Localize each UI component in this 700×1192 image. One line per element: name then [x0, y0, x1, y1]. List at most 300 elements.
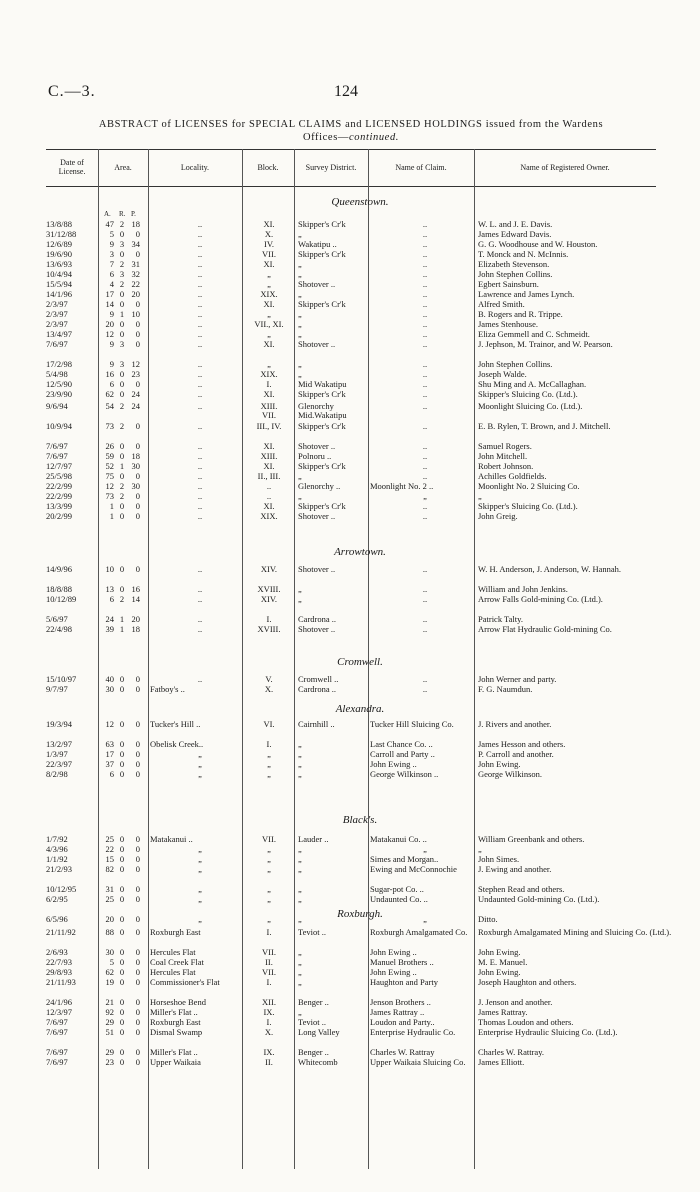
registered-owner: Moonlight No. 2 Sluicing Co.: [478, 481, 580, 491]
block: „: [267, 309, 271, 319]
block: XIII.: [260, 401, 278, 411]
block: II., III.: [257, 471, 281, 481]
col-header-claim: Name of Claim.: [395, 162, 447, 172]
registered-owner: M. E. Manuel.: [478, 957, 528, 967]
registered-owner: John Simes.: [478, 854, 520, 864]
area-roods: 0: [119, 564, 125, 574]
block: XI.: [263, 299, 275, 309]
page-number: 124: [334, 83, 358, 100]
block: I.: [266, 614, 272, 624]
area-acres: 51: [105, 1027, 114, 1037]
registered-owner: James Elliott.: [478, 1057, 525, 1067]
locality: Roxburgh East: [150, 1017, 201, 1027]
survey-district: „: [298, 309, 302, 319]
locality: „: [198, 749, 202, 759]
area-acres: 54: [105, 401, 114, 411]
block: XI.: [263, 339, 275, 349]
area-roods: 2: [119, 421, 125, 431]
area-roods: 0: [119, 997, 125, 1007]
area-perches: 18: [131, 451, 140, 461]
section-heading: Black's.: [342, 814, 378, 826]
area-acres: 4: [109, 279, 114, 289]
claim-name: ..: [422, 249, 428, 259]
area-acres: 16: [105, 369, 114, 379]
area-acres: 63: [105, 739, 114, 749]
area-roods: 1: [119, 309, 125, 319]
claim-name: ..: [422, 359, 428, 369]
survey-district: „: [298, 894, 302, 904]
area-roods: 0: [119, 379, 125, 389]
col-header-district: Survey District.: [305, 162, 357, 172]
block: IX.: [263, 1047, 275, 1057]
block: „: [267, 749, 271, 759]
block: „: [267, 914, 271, 924]
col-header-locality: Locality.: [180, 162, 210, 172]
area-acres: 22: [105, 844, 114, 854]
block: XVIII.: [257, 624, 281, 634]
locality: Coal Creek Flat: [150, 957, 204, 967]
survey-district: „: [298, 359, 302, 369]
area-roods: 0: [119, 1047, 125, 1057]
survey-district: Cardrona ..: [298, 614, 337, 624]
license-date: 13/6/93: [46, 259, 72, 269]
area-roods: 0: [119, 1017, 125, 1027]
block: XIV.: [260, 594, 278, 604]
survey-district: „: [298, 914, 302, 924]
area-roods: 2: [119, 279, 125, 289]
locality: ..: [197, 289, 203, 299]
area-acres: 14: [105, 299, 114, 309]
license-date: 29/8/93: [46, 967, 72, 977]
registered-owner: Charles W. Rattray.: [478, 1047, 545, 1057]
area-roods: 0: [119, 289, 125, 299]
area-roods: 0: [119, 451, 125, 461]
area-acres: 17: [105, 749, 114, 759]
registered-owner: E. B. Rylen, T. Brown, and J. Mitchell.: [478, 421, 611, 431]
registered-owner: G. G. Woodhouse and W. Houston.: [478, 239, 598, 249]
survey-district: Skipper's Cr'k: [298, 299, 346, 309]
title-line2: Offices—: [302, 132, 349, 143]
claim-name: ..: [422, 471, 428, 481]
registered-owner: Lawrence and James Lynch.: [478, 289, 575, 299]
area-perches: 0: [135, 1047, 140, 1057]
area-roods: 0: [119, 864, 125, 874]
area-perches: 0: [135, 927, 140, 937]
area-roods: 1: [119, 461, 125, 471]
block: VII.: [262, 967, 276, 977]
survey-district: Cardrona ..: [298, 684, 337, 694]
section-heading: Alexandra.: [335, 703, 385, 715]
area-perches: 0: [135, 229, 140, 239]
block: „: [267, 884, 271, 894]
block: XI.: [263, 461, 275, 471]
registered-owner: James Edward Davis.: [478, 229, 552, 239]
claim-name: Charles W. Rattray: [370, 1047, 435, 1057]
locality: ..: [197, 481, 203, 491]
claim-name: Sugar-pot Co. ..: [370, 884, 424, 894]
claim-name: ..: [422, 684, 428, 694]
area-roods: 0: [119, 977, 125, 987]
area-acres: 17: [105, 289, 114, 299]
block: VII.: [262, 249, 276, 259]
area-perches: 0: [135, 957, 140, 967]
section-heading: Arrowtown.: [334, 546, 386, 558]
area-acres: 5: [109, 229, 114, 239]
claim-name: ..: [422, 401, 428, 411]
area-roods: 0: [119, 927, 125, 937]
license-date: 7/6/97: [46, 339, 68, 349]
claim-name: ..: [422, 279, 428, 289]
locality: „: [198, 894, 202, 904]
claim-name: ..: [422, 624, 428, 634]
area-roods: 1: [119, 614, 125, 624]
area-roods: 0: [119, 249, 125, 259]
locality: Roxburgh East: [150, 927, 201, 937]
locality: Horseshoe Bend: [150, 997, 206, 1007]
block: XIX.: [260, 289, 278, 299]
locality: ..: [197, 614, 203, 624]
registered-owner: Patrick Talty.: [478, 614, 523, 624]
claim-name: James Rattray ..: [370, 1007, 425, 1017]
area-roods: 0: [119, 329, 125, 339]
claim-name: ..: [422, 229, 428, 239]
locality: ..: [197, 219, 203, 229]
area-perches: 24: [131, 389, 140, 399]
license-date: 1/3/97: [46, 749, 68, 759]
survey-district: Skipper's Cr'k: [298, 461, 346, 471]
registered-owner: Arrow Falls Gold-mining Co. (Ltd.).: [478, 594, 603, 604]
area-acres: 1: [109, 501, 114, 511]
survey-district: „: [298, 289, 302, 299]
block: „: [267, 844, 271, 854]
locality: ..: [197, 461, 203, 471]
area-perches: 0: [135, 379, 140, 389]
block: XI.: [263, 259, 275, 269]
license-date: 2/3/97: [46, 299, 68, 309]
registered-owner: Joseph Walde.: [478, 369, 527, 379]
area-roods: 0: [119, 471, 125, 481]
locality: Commissioner's Flat: [150, 977, 220, 987]
claim-name: ..: [422, 329, 428, 339]
area-acres: 12: [105, 719, 114, 729]
col-header-date: Date of License.: [58, 158, 86, 176]
col-header-area: Area.: [114, 162, 132, 172]
area-acres: 30: [105, 947, 114, 957]
locality: Dismal Swamp: [150, 1027, 203, 1037]
area-perches: 0: [135, 441, 140, 451]
registered-owner: Eliza Gemmell and C. Schmeidt.: [478, 329, 590, 339]
locality: Obelisk Creek..: [150, 739, 204, 749]
license-date: 13/4/97: [46, 329, 72, 339]
survey-district: Skipper's Cr'k: [298, 421, 346, 431]
block: IX.: [263, 1007, 275, 1017]
claim-name: ..: [422, 389, 428, 399]
registered-owner: Ditto.: [478, 914, 498, 924]
license-date: 13/2/97: [46, 739, 72, 749]
registered-owner: J. Ewing and another.: [478, 864, 552, 874]
registered-owner: William Greenbank and others.: [478, 834, 585, 844]
block: VII.: [262, 410, 276, 420]
area-perches: 0: [135, 894, 140, 904]
license-date: 7/6/97: [46, 1017, 68, 1027]
block: „: [267, 279, 271, 289]
registered-owner: Joseph Haughton and others.: [478, 977, 577, 987]
license-date: 6/2/95: [46, 894, 68, 904]
area-roods: 0: [119, 584, 125, 594]
locality: „: [198, 769, 202, 779]
license-date: 10/9/94: [46, 421, 72, 431]
area-roods: 2: [119, 259, 125, 269]
area-roods: 0: [119, 769, 125, 779]
area-perches: 22: [131, 279, 140, 289]
registered-owner: Shu Ming and A. McCallaghan.: [478, 379, 587, 389]
block: I.: [266, 977, 272, 987]
area-roods: 0: [119, 1057, 125, 1067]
area-acres: 9: [109, 359, 114, 369]
registered-owner: Alfred Smith.: [478, 299, 525, 309]
area-roods: 3: [119, 269, 125, 279]
claim-name: ..: [422, 674, 428, 684]
registered-owner: James Stenhouse.: [478, 319, 538, 329]
block: ..: [266, 491, 272, 501]
area-roods: 2: [119, 481, 125, 491]
area-acres: 37: [105, 759, 114, 769]
license-date: 15/5/94: [46, 279, 72, 289]
area-perches: 0: [135, 674, 140, 684]
area-roods: 0: [119, 229, 125, 239]
title-continued: continued.: [348, 132, 400, 143]
registered-owner: Achilles Goldfields.: [478, 471, 547, 481]
col-header-block: Block.: [257, 162, 279, 172]
block: „: [267, 359, 271, 369]
column-rule: [98, 149, 99, 1169]
locality: ..: [197, 501, 203, 511]
license-date: 20/2/99: [46, 511, 72, 521]
locality: „: [198, 864, 202, 874]
registered-owner: John Ewing.: [478, 759, 521, 769]
survey-district: Shotover ..: [298, 624, 336, 634]
locality: ..: [197, 369, 203, 379]
area-perches: 0: [135, 1057, 140, 1067]
survey-district: „: [298, 269, 302, 279]
area-perches: 0: [135, 1027, 140, 1037]
registered-owner: Undaunted Gold-mining Co. (Ltd.).: [478, 894, 600, 904]
area-roods: 0: [119, 299, 125, 309]
registered-owner: George Wilkinson.: [478, 769, 543, 779]
area-acres: 23: [105, 1057, 114, 1067]
column-rule: [242, 149, 243, 1169]
locality: ..: [197, 389, 203, 399]
area-perches: 12: [131, 359, 140, 369]
registered-owner: John Ewing.: [478, 967, 521, 977]
area-roods: 3: [119, 239, 125, 249]
survey-district: Skipper's Cr'k: [298, 249, 346, 259]
claim-name: ..: [422, 299, 428, 309]
claim-name: ..: [422, 451, 428, 461]
unit-roods: R.: [119, 210, 126, 218]
block: V.: [265, 674, 273, 684]
block: XII.: [262, 997, 276, 1007]
claim-name: „: [423, 491, 427, 501]
survey-district: Skipper's Cr'k: [298, 389, 346, 399]
registered-owner: Roxburgh Amalgamated Mining and Sluicing Co. (Ltd.).: [478, 927, 672, 937]
area-perches: 0: [135, 749, 140, 759]
survey-district: „: [298, 229, 302, 239]
survey-district: Cairnhill ..: [298, 719, 335, 729]
block: X.: [264, 1027, 274, 1037]
area-roods: 0: [119, 854, 125, 864]
claim-name: ..: [422, 239, 428, 249]
area-roods: 0: [119, 319, 125, 329]
license-date: 17/2/98: [46, 359, 72, 369]
area-perches: 31: [131, 259, 140, 269]
license-date: 6/5/96: [46, 914, 68, 924]
area-acres: 25: [105, 834, 114, 844]
license-date: 19/3/94: [46, 719, 72, 729]
area-perches: 0: [135, 947, 140, 957]
area-roods: 0: [119, 441, 125, 451]
area-roods: 0: [119, 674, 125, 684]
claim-name: Upper Waikaia Sluicing Co.: [370, 1057, 466, 1067]
license-date: 12/3/97: [46, 1007, 72, 1017]
license-date: 5/4/98: [46, 369, 68, 379]
registered-owner: Egbert Sainsburn.: [478, 279, 539, 289]
area-perches: 0: [135, 864, 140, 874]
license-date: 1/7/92: [46, 834, 68, 844]
area-roods: 0: [119, 947, 125, 957]
license-date: 19/6/90: [46, 249, 72, 259]
locality: ..: [197, 259, 203, 269]
claim-name: Last Chance Co. ..: [370, 739, 433, 749]
area-roods: 0: [119, 684, 125, 694]
locality: „: [198, 914, 202, 924]
registered-owner: Robert Johnson.: [478, 461, 534, 471]
block: „: [267, 894, 271, 904]
survey-district: Benger ..: [298, 1047, 329, 1057]
unit-acres: A.: [104, 210, 111, 218]
locality: ..: [197, 329, 203, 339]
area-perches: 24: [131, 401, 140, 411]
area-acres: 30: [105, 684, 114, 694]
survey-district: „: [298, 759, 302, 769]
locality: ..: [197, 491, 203, 501]
locality: ..: [197, 674, 203, 684]
block: VII.: [262, 947, 276, 957]
license-date: 7/6/97: [46, 441, 68, 451]
registered-owner: John Mitchell.: [478, 451, 528, 461]
license-date: 24/1/96: [46, 997, 72, 1007]
survey-district: „: [298, 884, 302, 894]
locality: ..: [197, 319, 203, 329]
survey-district: Skipper's Cr'k: [298, 219, 346, 229]
claim-name: Manuel Brothers ..: [370, 957, 434, 967]
locality: ..: [197, 309, 203, 319]
locality: ..: [197, 511, 203, 521]
license-date: 13/8/88: [46, 219, 72, 229]
registered-owner: „: [478, 844, 482, 854]
locality: ..: [197, 401, 203, 411]
area-acres: 26: [105, 441, 114, 451]
survey-district: Whitecomb: [298, 1057, 338, 1067]
license-date: 12/5/90: [46, 379, 72, 389]
claim-name: Roxburgh Amalgamated Co.: [370, 927, 468, 937]
block: X.: [264, 229, 274, 239]
claim-name: Tucker Hill Sluicing Co.: [370, 719, 454, 729]
column-rule: [474, 149, 475, 1169]
title-main: ABSTRACT of LICENSES for SPECIAL CLAIMS and LICENSED HOLDINGS issued from the Wardens: [98, 119, 604, 130]
area-perches: 0: [135, 854, 140, 864]
license-date: 10/12/89: [46, 594, 77, 604]
claim-name: ..: [422, 259, 428, 269]
block: ..: [266, 481, 272, 491]
area-roods: 0: [119, 719, 125, 729]
license-date: 9/6/94: [46, 401, 68, 411]
area-acres: 3: [109, 249, 114, 259]
area-roods: 0: [119, 749, 125, 759]
registered-owner: P. Carroll and another.: [478, 749, 554, 759]
area-perches: 0: [135, 511, 140, 521]
survey-district: Mid Wakatipu: [298, 379, 347, 389]
block: II.: [265, 1057, 273, 1067]
license-date: 5/6/97: [46, 614, 68, 624]
locality: „: [198, 844, 202, 854]
locality: ..: [197, 339, 203, 349]
locality: ..: [197, 471, 203, 481]
license-date: 7/6/97: [46, 1057, 68, 1067]
license-date: 23/9/90: [46, 389, 72, 399]
license-date: 31/12/88: [46, 229, 77, 239]
survey-district: „: [298, 369, 302, 379]
area-roods: 2: [119, 401, 125, 411]
block: XIII.: [260, 451, 278, 461]
block: „: [267, 854, 271, 864]
area-roods: 0: [119, 1007, 125, 1017]
area-acres: 6: [109, 769, 114, 779]
survey-district: „: [298, 1007, 302, 1017]
block: I.: [266, 379, 272, 389]
survey-district: Glenorchy ..: [298, 481, 341, 491]
area-roods: 0: [119, 834, 125, 844]
license-date: 15/10/97: [46, 674, 77, 684]
block: XI.: [263, 219, 275, 229]
license-date: 22/4/98: [46, 624, 72, 634]
area-acres: 31: [105, 884, 114, 894]
area-acres: 29: [105, 1017, 114, 1027]
block: XI.: [263, 501, 275, 511]
claim-name: Enterprise Hydraulic Co.: [370, 1027, 456, 1037]
area-perches: 0: [135, 1007, 140, 1017]
area-perches: 0: [135, 329, 140, 339]
area-acres: 82: [105, 864, 114, 874]
survey-district: Teviot ..: [298, 927, 326, 937]
area-perches: 0: [135, 769, 140, 779]
area-acres: 9: [109, 309, 114, 319]
area-perches: 0: [135, 914, 140, 924]
area-perches: 0: [135, 967, 140, 977]
claim-name: „: [423, 844, 427, 854]
area-acres: 39: [105, 624, 114, 634]
survey-district: „: [298, 977, 302, 987]
registered-owner: Moonlight Sluicing Co. (Ltd.).: [478, 401, 583, 411]
area-acres: 92: [105, 1007, 114, 1017]
area-roods: 2: [119, 594, 125, 604]
license-date: 9/7/97: [46, 684, 68, 694]
survey-district: „: [298, 844, 302, 854]
col-header-owner: Name of Registered Owner.: [520, 162, 610, 172]
locality: ..: [197, 451, 203, 461]
area-perches: 0: [135, 299, 140, 309]
area-perches: 20: [131, 289, 140, 299]
